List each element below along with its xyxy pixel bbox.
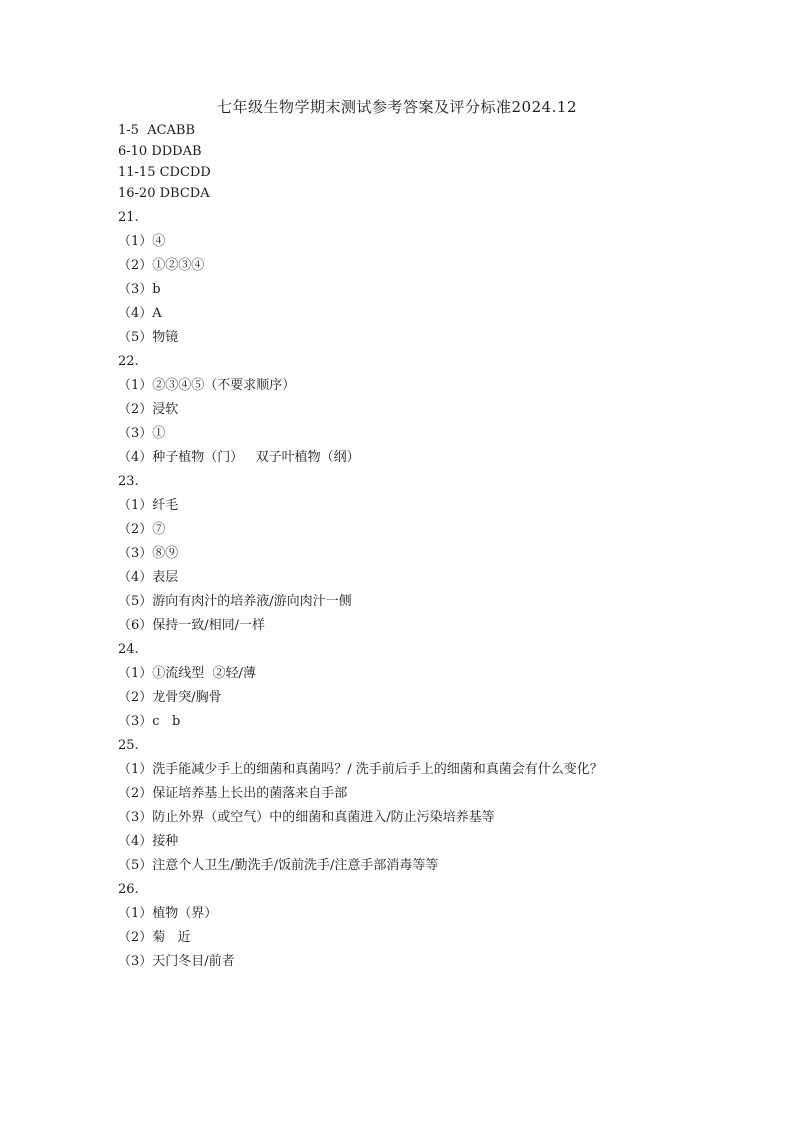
answer-line: （1）植物（界）: [118, 906, 218, 921]
answer-line: （5）物镜: [118, 330, 179, 345]
answer-line: （2）龙骨突/胸骨: [118, 690, 222, 705]
answer-line: （1）①流线型 ②轻/薄: [118, 666, 256, 681]
question-number: 21.: [118, 210, 139, 225]
question-26: [118, 878, 603, 974]
answer-line: （2）①②③④: [118, 258, 205, 273]
question-22: [118, 350, 603, 470]
answer-line: （1）洗手能减少手上的细菌和真菌吗？/ 洗手前后手上的细菌和真菌会有什么变化？: [118, 762, 603, 777]
answer-list: [118, 120, 603, 974]
answer-line: （1）②③④⑤（不要求顺序）: [118, 378, 296, 393]
answer-line: （4）接种: [118, 834, 179, 849]
answer-line: （3）⑧⑨: [118, 546, 179, 561]
answer-line: （3）防止外界（或空气）中的细菌和真菌进入/防止污染培养基等: [118, 810, 495, 825]
answer-line: （4）种子植物（门） 双子叶植物（纲）: [118, 450, 360, 465]
answer-line: （2）保证培养基上长出的菌落来自手部: [118, 786, 348, 801]
question-number: 23.: [118, 474, 139, 489]
multiple-choice-answers: [118, 120, 603, 204]
question-23: [118, 470, 603, 638]
question-25: [118, 734, 603, 878]
answer-line: （4）A: [118, 306, 162, 321]
answer-line: （3）①: [118, 426, 166, 441]
question-number: 26.: [118, 882, 139, 897]
mc-line: 11-15 CDCDD: [118, 165, 211, 180]
question-number: 24.: [118, 642, 139, 657]
answer-line: （4）表层: [118, 570, 179, 585]
question-21: [118, 206, 603, 350]
answer-line: （6）保持一致/相同/一样: [118, 618, 266, 633]
answer-line: （3）b: [118, 282, 161, 297]
question-number: 22.: [118, 354, 139, 369]
answer-line: （5）注意个人卫生/勤洗手/饭前洗手/注意手部消毒等等: [118, 858, 439, 873]
answer-line: （2）浸软: [118, 402, 179, 417]
question-24: [118, 638, 603, 734]
answer-line: （3）c b: [118, 714, 181, 729]
mc-line: 6-10 DDDAB: [118, 144, 202, 159]
answer-line: （5）游向有肉汁的培养液/游向肉汁一侧: [118, 594, 352, 609]
page-title: 七年级生物学期末测试参考答案及评分标准2024.12: [216, 98, 578, 116]
answer-line: （3）天门冬目/前者: [118, 954, 235, 969]
answer-line: （1）纤毛: [118, 498, 179, 513]
answer-line: （2）⑦: [118, 522, 166, 537]
answer-line: （1）④: [118, 234, 166, 249]
answer-line: （2）菊 近: [118, 930, 191, 945]
question-number: 25.: [118, 738, 139, 753]
mc-line: 1-5 ACABB: [118, 123, 196, 138]
mc-line: 16-20 DBCDA: [118, 186, 210, 201]
